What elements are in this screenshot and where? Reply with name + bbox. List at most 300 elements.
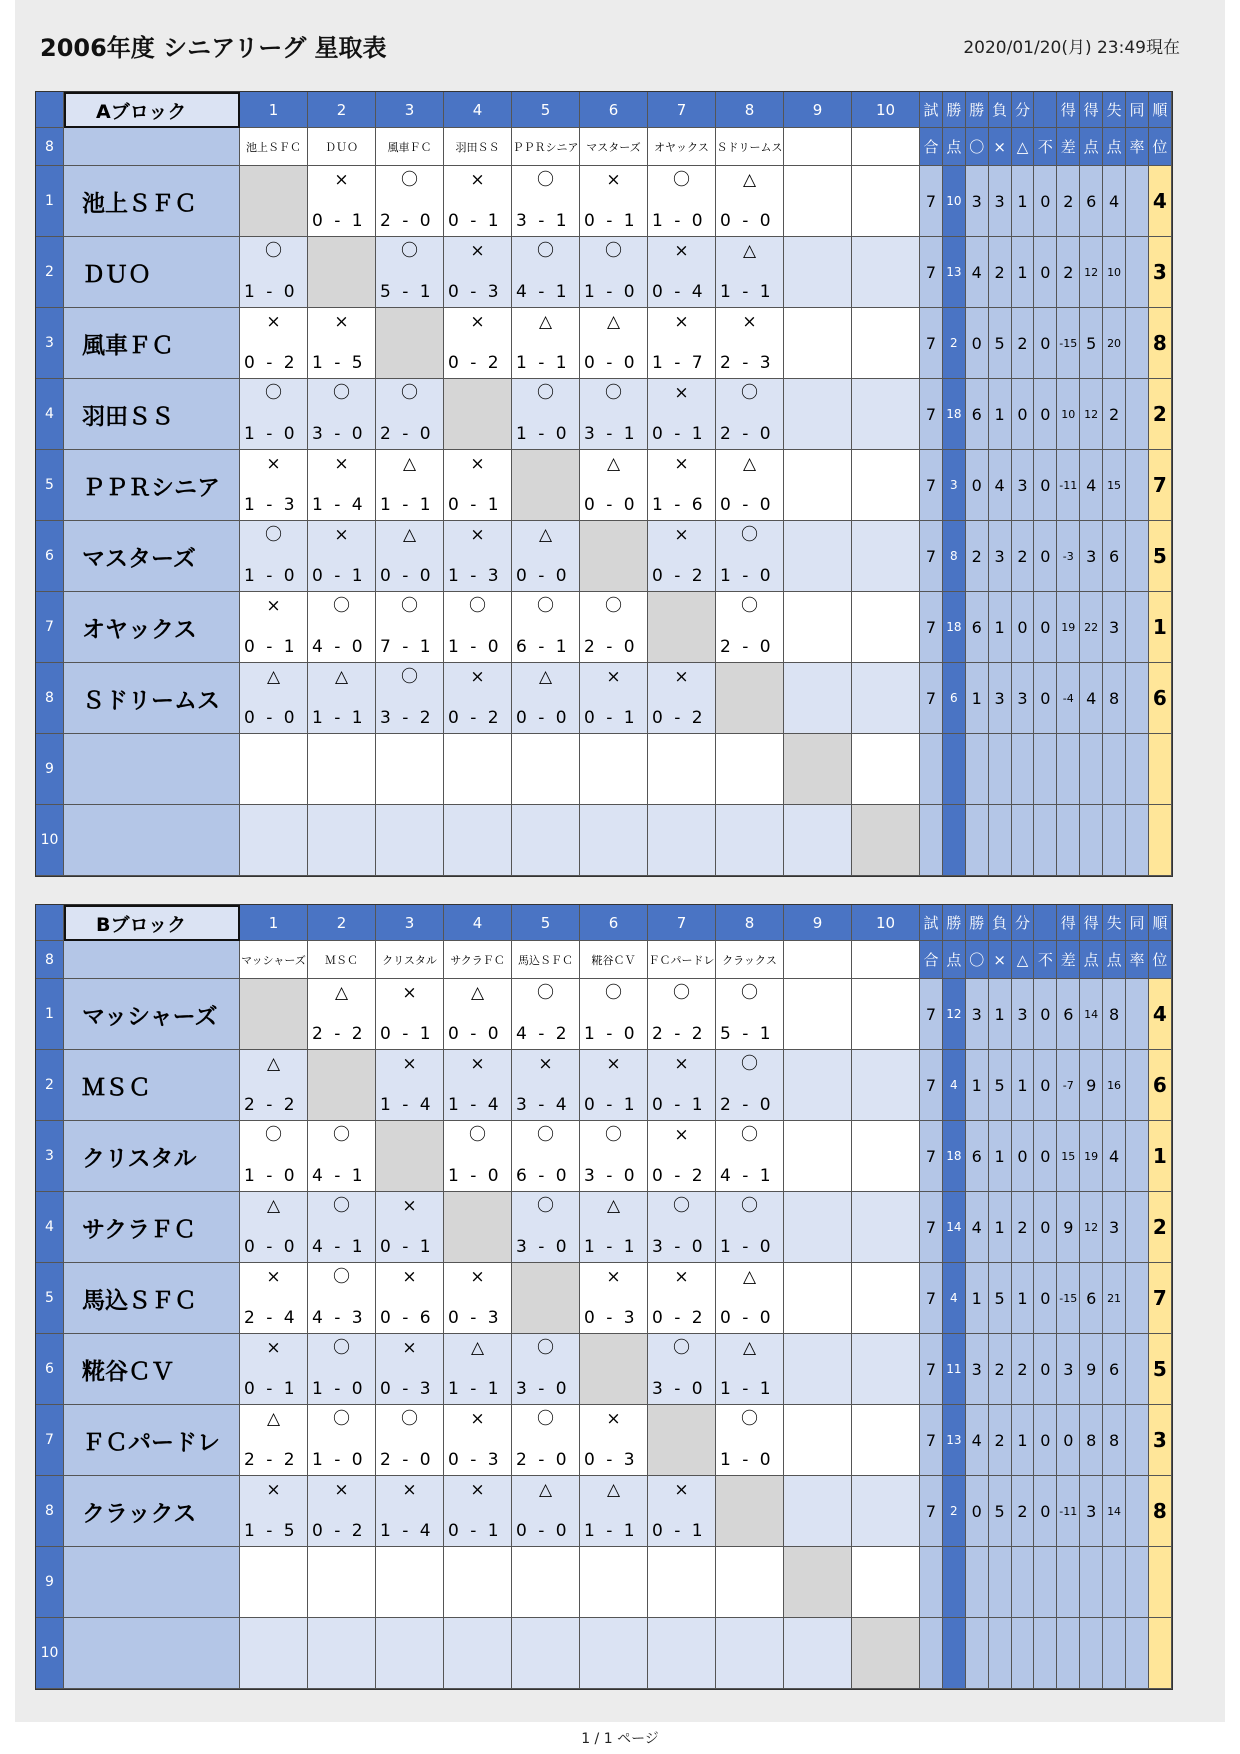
opponent-number: 1 xyxy=(240,905,308,941)
block-name: Bブロック xyxy=(64,905,240,941)
stat-cell: 4 xyxy=(989,450,1012,521)
score: 0 - 3 xyxy=(584,1450,638,1470)
score: 0 - 3 xyxy=(448,1450,502,1470)
stat-cell xyxy=(1103,1547,1126,1618)
match-result-cell xyxy=(444,1405,512,1476)
stat-cell: 2 xyxy=(1012,1476,1035,1547)
rank-cell: 1 xyxy=(1149,592,1172,663)
match-result-cell xyxy=(444,805,512,876)
block-a-table xyxy=(35,91,1173,877)
score: 0 - 3 xyxy=(380,1379,434,1399)
result-mark: △ xyxy=(742,1338,757,1358)
match-result-cell xyxy=(308,592,376,663)
result-mark: × xyxy=(334,525,349,545)
stat-cell: -11 xyxy=(1057,450,1080,521)
match-result-cell xyxy=(852,663,920,734)
result-mark: △ xyxy=(538,667,553,687)
score: 1 - 1 xyxy=(584,1521,638,1541)
score: 1 - 1 xyxy=(720,1379,774,1399)
stat-header-top: 失 xyxy=(1103,92,1126,128)
opponent-number: 5 xyxy=(512,92,580,128)
stat-cell: 3 xyxy=(1103,592,1126,663)
match-result-cell xyxy=(716,308,784,379)
match-result-cell xyxy=(852,237,920,308)
stat-cell: 4 xyxy=(966,1192,989,1263)
opponent-number: 2 xyxy=(308,92,376,128)
stat-header-bottom: 点 xyxy=(1103,941,1126,979)
stat-cell: -4 xyxy=(1057,663,1080,734)
row-number: 9 xyxy=(36,734,64,805)
match-result-cell xyxy=(852,979,920,1050)
stat-cell: 2 xyxy=(1057,166,1080,237)
score: 0 - 0 xyxy=(244,1237,298,1257)
result-mark: 〇 xyxy=(401,667,418,687)
score: 5 - 1 xyxy=(720,1024,774,1044)
result-mark: 〇 xyxy=(469,1125,486,1145)
match-result-cell xyxy=(648,379,716,450)
header-blank xyxy=(64,941,240,979)
score: 4 - 2 xyxy=(516,1024,570,1044)
stat-cell: 0 xyxy=(1034,1263,1057,1334)
opponent-number: 6 xyxy=(580,905,648,941)
stat-cell: 3 xyxy=(1057,1334,1080,1405)
match-result-cell xyxy=(376,1618,444,1689)
result-mark: 〇 xyxy=(741,1409,758,1429)
match-result-cell xyxy=(852,592,920,663)
result-mark: 〇 xyxy=(741,983,758,1003)
score: 4 - 1 xyxy=(312,1237,366,1257)
stat-cell: 7 xyxy=(920,521,943,592)
match-result-cell xyxy=(784,1263,852,1334)
result-mark: × xyxy=(606,1267,621,1287)
stat-header-bottom: 不 xyxy=(1034,128,1057,166)
stat-cell: 5 xyxy=(1080,308,1103,379)
result-mark: 〇 xyxy=(741,383,758,403)
opponent-abbr xyxy=(784,128,852,166)
score: 2 - 2 xyxy=(312,1024,366,1044)
score: 1 - 0 xyxy=(244,424,298,444)
self-match-cell xyxy=(580,521,648,592)
stat-cell: 3 xyxy=(989,663,1012,734)
match-result-cell xyxy=(648,805,716,876)
match-result-cell xyxy=(716,1192,784,1263)
score: 0 - 1 xyxy=(448,1521,502,1541)
match-result-cell xyxy=(784,592,852,663)
match-result-cell xyxy=(716,1050,784,1121)
stat-cell xyxy=(1126,1121,1149,1192)
result-mark: × xyxy=(470,667,485,687)
match-result-cell xyxy=(512,805,580,876)
result-mark: 〇 xyxy=(537,241,554,261)
stat-cell: 1 xyxy=(1012,1050,1035,1121)
rank-cell: 3 xyxy=(1149,1405,1172,1476)
stat-cell: 3 xyxy=(1012,979,1035,1050)
match-result-cell xyxy=(716,979,784,1050)
match-result-cell xyxy=(376,450,444,521)
team-name: クラックス xyxy=(64,1476,240,1547)
standings-grid xyxy=(35,904,1173,1690)
result-mark: × xyxy=(402,983,417,1003)
stat-cell: 16 xyxy=(1103,1050,1126,1121)
score: 0 - 0 xyxy=(720,495,774,515)
stat-cell xyxy=(1034,1618,1057,1689)
match-result-cell xyxy=(580,979,648,1050)
team-name: ＭＳＣ xyxy=(64,1050,240,1121)
match-result-cell xyxy=(512,663,580,734)
match-result-cell xyxy=(784,166,852,237)
stat-cell xyxy=(966,805,989,876)
match-result-cell xyxy=(444,592,512,663)
score: 1 - 3 xyxy=(448,566,502,586)
score: 1 - 4 xyxy=(380,1521,434,1541)
score: 1 - 0 xyxy=(584,282,638,302)
points-cell: 3 xyxy=(943,450,966,521)
match-result-cell xyxy=(512,1050,580,1121)
stat-cell: 4 xyxy=(966,1405,989,1476)
score: 0 - 0 xyxy=(584,495,638,515)
opponent-number: 9 xyxy=(784,92,852,128)
rank-cell: 6 xyxy=(1149,1050,1172,1121)
points-cell: 6 xyxy=(943,663,966,734)
result-mark: 〇 xyxy=(265,383,282,403)
row-number: 4 xyxy=(36,379,64,450)
score: 1 - 5 xyxy=(312,353,366,373)
result-mark: 〇 xyxy=(401,170,418,190)
stat-cell xyxy=(966,1547,989,1618)
result-mark: 〇 xyxy=(265,1125,282,1145)
stat-cell: 10 xyxy=(1103,237,1126,308)
stat-cell: 3 xyxy=(1012,663,1035,734)
stat-cell: 1 xyxy=(1012,166,1035,237)
stat-cell: 6 xyxy=(966,1121,989,1192)
points-cell: 12 xyxy=(943,979,966,1050)
stat-cell: 0 xyxy=(1034,979,1057,1050)
result-mark: △ xyxy=(334,983,349,1003)
result-mark: 〇 xyxy=(537,1125,554,1145)
result-mark: △ xyxy=(266,1409,281,1429)
result-mark: △ xyxy=(470,983,485,1003)
match-result-cell xyxy=(512,1618,580,1689)
match-result-cell xyxy=(716,592,784,663)
result-mark: 〇 xyxy=(401,383,418,403)
stat-cell: 20 xyxy=(1103,308,1126,379)
result-mark: × xyxy=(266,312,281,332)
points-cell: 18 xyxy=(943,1121,966,1192)
stat-cell: 7 xyxy=(920,1192,943,1263)
score: 2 - 0 xyxy=(584,637,638,657)
match-result-cell xyxy=(308,1547,376,1618)
match-result-cell xyxy=(580,237,648,308)
score: 0 - 0 xyxy=(448,1024,502,1044)
self-match-cell xyxy=(648,1405,716,1476)
opponent-abbr: ＰＰＲシニア xyxy=(512,128,580,166)
opponent-number: 6 xyxy=(580,92,648,128)
page-footer: 1 / 1 ページ xyxy=(581,1731,659,1747)
match-result-cell xyxy=(376,166,444,237)
match-result-cell xyxy=(784,1405,852,1476)
stat-cell xyxy=(1126,1334,1149,1405)
self-match-cell xyxy=(240,979,308,1050)
opponent-abbr: クラックス xyxy=(716,941,784,979)
match-result-cell xyxy=(784,450,852,521)
opponent-number: 4 xyxy=(444,905,512,941)
score: 4 - 3 xyxy=(312,1308,366,1328)
match-result-cell xyxy=(852,1192,920,1263)
stat-cell: 6 xyxy=(966,379,989,450)
stat-cell: 0 xyxy=(1034,521,1057,592)
match-result-cell xyxy=(784,1476,852,1547)
stat-header-top: 得 xyxy=(1057,92,1080,128)
result-mark: 〇 xyxy=(537,1409,554,1429)
self-match-cell xyxy=(784,1547,852,1618)
result-mark: 〇 xyxy=(605,596,622,616)
stat-cell: 7 xyxy=(920,1263,943,1334)
score: 1 - 4 xyxy=(312,495,366,515)
team-name: マッシャーズ xyxy=(64,979,240,1050)
stat-cell: 8 xyxy=(1103,663,1126,734)
match-result-cell xyxy=(580,1618,648,1689)
match-result-cell xyxy=(580,1476,648,1547)
stat-cell: 19 xyxy=(1080,1121,1103,1192)
score: 0 - 1 xyxy=(652,1521,706,1541)
team-name: オヤックス xyxy=(64,592,240,663)
team-name: ＦＣパードレ xyxy=(64,1405,240,1476)
match-result-cell xyxy=(240,805,308,876)
stat-header-top: 試 xyxy=(920,92,943,128)
stat-cell xyxy=(1012,1547,1035,1618)
opponent-abbr xyxy=(852,941,920,979)
stat-cell: 4 xyxy=(1080,450,1103,521)
result-mark: × xyxy=(674,241,689,261)
result-mark: × xyxy=(674,383,689,403)
stat-cell: 6 xyxy=(1080,1263,1103,1334)
score: 1 - 1 xyxy=(448,1379,502,1399)
match-result-cell xyxy=(512,1547,580,1618)
result-mark: △ xyxy=(266,1196,281,1216)
row-number: 4 xyxy=(36,1192,64,1263)
stat-cell: 6 xyxy=(966,592,989,663)
stat-cell: 4 xyxy=(1080,663,1103,734)
result-mark: △ xyxy=(742,170,757,190)
score: 0 - 3 xyxy=(584,1308,638,1328)
opponent-abbr: マスターズ xyxy=(580,128,648,166)
score: 1 - 0 xyxy=(312,1379,366,1399)
match-result-cell xyxy=(308,308,376,379)
row-number: 6 xyxy=(36,1334,64,1405)
score: 0 - 0 xyxy=(516,566,570,586)
stat-cell: 12 xyxy=(1080,379,1103,450)
points-cell: 13 xyxy=(943,1405,966,1476)
match-result-cell xyxy=(852,1121,920,1192)
match-result-cell xyxy=(240,1476,308,1547)
match-result-cell xyxy=(240,1547,308,1618)
stat-cell: 0 xyxy=(1034,1405,1057,1476)
stat-cell: 4 xyxy=(1103,1121,1126,1192)
match-result-cell xyxy=(648,1547,716,1618)
stat-cell: 0 xyxy=(1034,1121,1057,1192)
match-result-cell xyxy=(376,1547,444,1618)
self-match-cell xyxy=(716,1476,784,1547)
result-mark: △ xyxy=(742,1267,757,1287)
stat-cell: 7 xyxy=(920,379,943,450)
self-match-cell xyxy=(512,450,580,521)
score: 1 - 7 xyxy=(652,353,706,373)
stat-cell: 2 xyxy=(989,1405,1012,1476)
points-cell: 4 xyxy=(943,1050,966,1121)
stat-header-bottom: 率 xyxy=(1126,941,1149,979)
score: 4 - 1 xyxy=(720,1166,774,1186)
timestamp: 2020/01/20(月) 23:49現在 xyxy=(963,38,1180,58)
stat-header-top: 同 xyxy=(1126,92,1149,128)
result-mark: × xyxy=(674,667,689,687)
stat-cell: 8 xyxy=(1103,1405,1126,1476)
result-mark: 〇 xyxy=(333,1338,350,1358)
stat-cell xyxy=(1126,1476,1149,1547)
stat-cell: 7 xyxy=(920,979,943,1050)
stat-cell: 0 xyxy=(1034,663,1057,734)
opponent-number: 8 xyxy=(716,905,784,941)
stat-cell: 3 xyxy=(1012,450,1035,521)
match-result-cell xyxy=(512,1405,580,1476)
stat-cell: 4 xyxy=(1103,166,1126,237)
stat-cell: 2 xyxy=(1012,1334,1035,1405)
match-result-cell xyxy=(716,1405,784,1476)
result-mark: 〇 xyxy=(605,241,622,261)
score: 4 - 0 xyxy=(312,637,366,657)
stat-cell xyxy=(1126,592,1149,663)
match-result-cell xyxy=(784,663,852,734)
score: 2 - 2 xyxy=(652,1024,706,1044)
match-result-cell xyxy=(648,663,716,734)
stat-cell: 7 xyxy=(920,1476,943,1547)
score: 0 - 2 xyxy=(448,353,502,373)
result-mark: × xyxy=(402,1338,417,1358)
stat-cell: 21 xyxy=(1103,1263,1126,1334)
stat-cell: 3 xyxy=(1103,1192,1126,1263)
result-mark: × xyxy=(470,1267,485,1287)
match-result-cell xyxy=(716,805,784,876)
stat-cell xyxy=(1103,1618,1126,1689)
result-mark: × xyxy=(606,1409,621,1429)
score: 2 - 0 xyxy=(380,424,434,444)
stat-cell: -15 xyxy=(1057,308,1080,379)
opponent-number: 10 xyxy=(852,905,920,941)
result-mark: × xyxy=(334,312,349,332)
match-result-cell xyxy=(376,379,444,450)
stat-cell: 7 xyxy=(920,592,943,663)
score: 1 - 1 xyxy=(720,282,774,302)
stat-cell: 5 xyxy=(989,1050,1012,1121)
opponent-number: 5 xyxy=(512,905,580,941)
match-result-cell xyxy=(240,450,308,521)
match-result-cell xyxy=(852,734,920,805)
stat-cell xyxy=(1126,521,1149,592)
self-match-cell xyxy=(512,1263,580,1334)
result-mark: 〇 xyxy=(741,525,758,545)
stat-cell: 2 xyxy=(1103,379,1126,450)
result-mark: 〇 xyxy=(741,596,758,616)
stat-header-top: 勝 xyxy=(943,92,966,128)
stat-cell: 9 xyxy=(1080,1050,1103,1121)
stat-header-top: 負 xyxy=(989,92,1012,128)
score: 3 - 2 xyxy=(380,708,434,728)
match-result-cell xyxy=(580,379,648,450)
result-mark: 〇 xyxy=(401,596,418,616)
stat-cell xyxy=(1080,734,1103,805)
score: 0 - 0 xyxy=(516,1521,570,1541)
opponent-abbr: 羽田ＳＳ xyxy=(444,128,512,166)
result-mark: △ xyxy=(538,312,553,332)
stat-cell: 1 xyxy=(966,1050,989,1121)
row-number: 3 xyxy=(36,308,64,379)
score: 2 - 2 xyxy=(244,1450,298,1470)
stat-cell: 1 xyxy=(989,1192,1012,1263)
points-cell: 11 xyxy=(943,1334,966,1405)
result-mark: × xyxy=(606,1054,621,1074)
stat-header-top: 分 xyxy=(1012,92,1035,128)
result-mark: △ xyxy=(606,1196,621,1216)
stat-header-top: 得 xyxy=(1080,92,1103,128)
score: 4 - 1 xyxy=(516,282,570,302)
stat-header-top: 同 xyxy=(1126,905,1149,941)
stat-cell: 14 xyxy=(1080,979,1103,1050)
score: 0 - 0 xyxy=(584,353,638,373)
score: 3 - 4 xyxy=(516,1095,570,1115)
match-result-cell xyxy=(376,1334,444,1405)
points-cell xyxy=(943,1547,966,1618)
match-result-cell xyxy=(308,1405,376,1476)
row-number: 6 xyxy=(36,521,64,592)
score: 4 - 1 xyxy=(312,1166,366,1186)
opponent-number: 9 xyxy=(784,905,852,941)
match-result-cell xyxy=(580,1263,648,1334)
match-result-cell xyxy=(444,1263,512,1334)
stat-cell xyxy=(1057,805,1080,876)
score: 2 - 0 xyxy=(516,1450,570,1470)
result-mark: × xyxy=(674,1267,689,1287)
match-result-cell xyxy=(784,308,852,379)
stat-cell: 0 xyxy=(1034,1192,1057,1263)
header-blank xyxy=(64,128,240,166)
match-result-cell xyxy=(240,1050,308,1121)
opponent-number: 7 xyxy=(648,92,716,128)
score: 0 - 2 xyxy=(652,708,706,728)
page-title: 2006年度 シニアリーグ 星取表 xyxy=(40,34,387,62)
stat-cell xyxy=(1126,308,1149,379)
match-result-cell xyxy=(648,521,716,592)
match-result-cell xyxy=(784,237,852,308)
score: 0 - 4 xyxy=(652,282,706,302)
stat-cell: 0 xyxy=(1034,1050,1057,1121)
match-result-cell xyxy=(648,308,716,379)
team-name: Ｓドリームス xyxy=(64,663,240,734)
score: 1 - 0 xyxy=(652,211,706,231)
stat-cell: 3 xyxy=(989,166,1012,237)
stat-cell: 2 xyxy=(1057,237,1080,308)
score: 1 - 1 xyxy=(516,353,570,373)
match-result-cell xyxy=(716,450,784,521)
score: 1 - 0 xyxy=(516,424,570,444)
result-mark: × xyxy=(470,1409,485,1429)
team-name: クリスタル xyxy=(64,1121,240,1192)
stat-cell xyxy=(1034,805,1057,876)
score: 0 - 1 xyxy=(652,424,706,444)
result-mark: × xyxy=(470,454,485,474)
match-result-cell xyxy=(784,979,852,1050)
stat-header-top: 順 xyxy=(1149,905,1172,941)
match-result-cell xyxy=(444,1547,512,1618)
header-corner xyxy=(36,905,64,941)
